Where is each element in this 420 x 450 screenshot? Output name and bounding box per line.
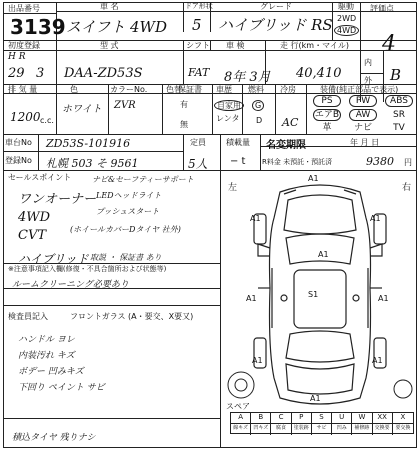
load-label: 積載量 — [226, 138, 250, 147]
equip-sr: SR — [393, 110, 405, 120]
color-label: 色 — [70, 85, 78, 94]
lot-label: 出品番号 — [8, 4, 40, 13]
warranty-yes: 有 — [180, 100, 188, 109]
usage-label: 車歴 — [216, 85, 232, 94]
reg-no-value: 札幌 503 そ 9561 — [46, 157, 139, 170]
load-value: − t — [230, 156, 246, 167]
legend-meaning: 交換要 — [373, 424, 393, 435]
equip-abs: ABS — [385, 95, 413, 107]
inspector-line-1: ハンドル ヨレ — [18, 335, 75, 345]
interior-value: B — [390, 66, 402, 84]
cc-unit: c.c. — [40, 116, 54, 125]
left-side-label: 左 — [228, 183, 238, 193]
door-label: ドア形状 — [185, 2, 213, 10]
legend-code: XX — [373, 413, 393, 424]
mark-rear-right: A1 — [372, 356, 383, 365]
car-name-value: スイフト 4WD — [66, 18, 168, 36]
exterior-label: 外 — [364, 76, 372, 85]
mark-front-right: A1 — [370, 214, 381, 223]
reg-no-label: 登録No — [5, 156, 32, 165]
glass-label: フロントガラス (A・要交、X要又) — [70, 312, 194, 321]
drive-2wd: 2WD — [337, 14, 357, 23]
first-reg-label: 初度登録 — [8, 41, 40, 50]
legend-meaning: 凹キズ — [251, 424, 271, 435]
usage-rental: レンタ — [216, 114, 240, 123]
capacity-label: 定員 — [190, 138, 206, 147]
mileage-label: 走 行(km・マイル) — [280, 41, 350, 50]
car-diagram — [240, 178, 400, 410]
equip-tv: TV — [393, 123, 405, 133]
mark-front-left: A1 — [250, 214, 261, 223]
equip-navi: ナビ — [353, 123, 372, 133]
mark-front: A1 — [308, 174, 319, 183]
mileage-value: 40,410 — [296, 66, 342, 81]
mark-windshield: A1 — [318, 250, 329, 259]
legend-code: X — [393, 413, 413, 424]
drive-label: 駆動 — [338, 2, 354, 11]
legend-meaning: 補修跡 — [352, 424, 372, 435]
ac-label: 冷房 — [280, 85, 296, 94]
cc-value: 1200 — [10, 110, 41, 124]
legend-meaning: サビ — [312, 424, 332, 435]
mark-roof: S1 — [308, 290, 319, 299]
warranty-label: 保証書 — [178, 85, 202, 94]
chassis-value: ZD53S-101916 — [46, 137, 131, 150]
legend-meaning: 要交換 — [395, 425, 411, 431]
legend-code: B — [251, 413, 271, 424]
door-value: 5 — [192, 16, 202, 34]
selling-label: セールスポイント — [8, 173, 72, 182]
selling-note-1: ナビ&セーフティーサポート — [92, 175, 194, 184]
recycle-label: R料金 未預託・預託済 — [262, 158, 333, 166]
inspector-line-2: 内装汚れ キズ — [18, 351, 75, 361]
title-change-date: 年 月 日 — [350, 138, 380, 147]
legend-table — [230, 412, 414, 434]
color-code: ZVR — [114, 100, 136, 111]
mark-rear: A1 — [310, 394, 321, 403]
shift-label: シフト — [186, 41, 210, 50]
grade-value: ハイブリッド RS — [218, 16, 333, 34]
model-label: 型 式 — [100, 41, 119, 50]
inspection-label: 車 検 — [226, 41, 245, 50]
legend-code: C — [271, 413, 291, 424]
equip-aw: AW — [349, 109, 377, 121]
inspection-value: 8年 3月 — [224, 70, 271, 85]
car-name-label: 車 名 — [100, 2, 119, 11]
mark-left-door: A1 — [246, 294, 257, 303]
displacement-label: 排 気 量 — [8, 85, 38, 94]
fuel-label: 燃料 — [248, 85, 264, 94]
color-change-label: 色替 — [166, 85, 182, 94]
legend-meaning: 線キズ — [231, 424, 251, 435]
selling-note-3: プッシュスタート — [96, 207, 160, 216]
legend-code: W — [352, 413, 372, 424]
selling-line-3: CVT — [18, 228, 47, 243]
score-value: 4 — [382, 32, 396, 57]
inspector-label: 検査員記入 — [8, 312, 48, 321]
legend-meaning: 凹み — [332, 424, 352, 435]
lot-number: 3139 — [10, 15, 66, 39]
inspector-line-4: 下回り ペイント サビ — [18, 383, 105, 393]
ac-value: AC — [282, 116, 299, 129]
fuel-diesel: D — [256, 116, 263, 125]
selling-note-2: LEDヘッドライト — [96, 191, 162, 200]
reg-year: 29 — [8, 66, 25, 81]
model-code: DAA-ZD53S — [64, 66, 143, 81]
selling-note-4: (ホイールカバーDタイヤ 社外) — [70, 225, 181, 234]
equipment-label: 装備(純正部品で表示) — [320, 85, 399, 94]
inspector-bottom: 積込タイヤ 残りナシ — [12, 433, 96, 443]
equip-airbag: エアB — [314, 110, 340, 120]
right-side-label: 右 — [402, 183, 412, 193]
legend-code: A — [231, 413, 251, 424]
chassis-label: 車台No — [5, 138, 32, 147]
shift-value: FAT — [188, 66, 210, 79]
grade-label: グレード — [260, 2, 292, 11]
interior-label: 内 — [364, 58, 372, 67]
inspector-line-3: ボデー 凹みキズ — [18, 367, 84, 377]
legend-code: P — [292, 413, 312, 424]
selling-line-2: 4WD — [18, 210, 51, 225]
recycle-value: 9380 — [366, 155, 394, 168]
spare-tire-icon — [226, 370, 256, 400]
caution-label: ※注意事項記入欄(修復・不具合箇所および状態等) — [8, 265, 167, 273]
spare-wheel-icon — [392, 378, 414, 400]
legend-code: U — [332, 413, 352, 424]
fuel-value: G — [252, 100, 264, 111]
legend-meaning: 腐食 — [271, 424, 291, 435]
equip-pw: PW — [349, 95, 377, 107]
score-label: 評価点 — [370, 4, 394, 13]
mark-rear-left: A1 — [252, 356, 263, 365]
legend-meaning: 塗装跡 — [292, 424, 312, 435]
reg-month: 3 — [36, 66, 45, 81]
selling-note-5: 取説 ・ 保証書 あり — [90, 253, 162, 262]
caution-text: ルームクリーニング必要あり — [12, 280, 129, 290]
color-name: ホワイト — [62, 104, 102, 115]
spare-label: スペア — [226, 402, 250, 411]
title-change-label: 名変期限 — [266, 140, 306, 151]
selling-line-1: ワンオーナー — [18, 192, 97, 207]
equip-leather: 革 — [322, 123, 332, 133]
era-value: H R — [8, 52, 26, 62]
capacity-value: 5人 — [188, 157, 208, 171]
equip-ps: PS — [313, 95, 341, 107]
recycle-unit: 円 — [404, 158, 412, 167]
selling-line-4: ハイブリッド — [18, 252, 89, 266]
legend-code: S — [312, 413, 332, 424]
mark-right-door: A1 — [378, 294, 389, 303]
usage-value: 自家用 — [214, 100, 244, 111]
color-code-label: カラーNo. — [110, 85, 148, 94]
warranty-no: 無 — [180, 120, 188, 129]
drive-4wd: 4WD — [334, 25, 359, 36]
